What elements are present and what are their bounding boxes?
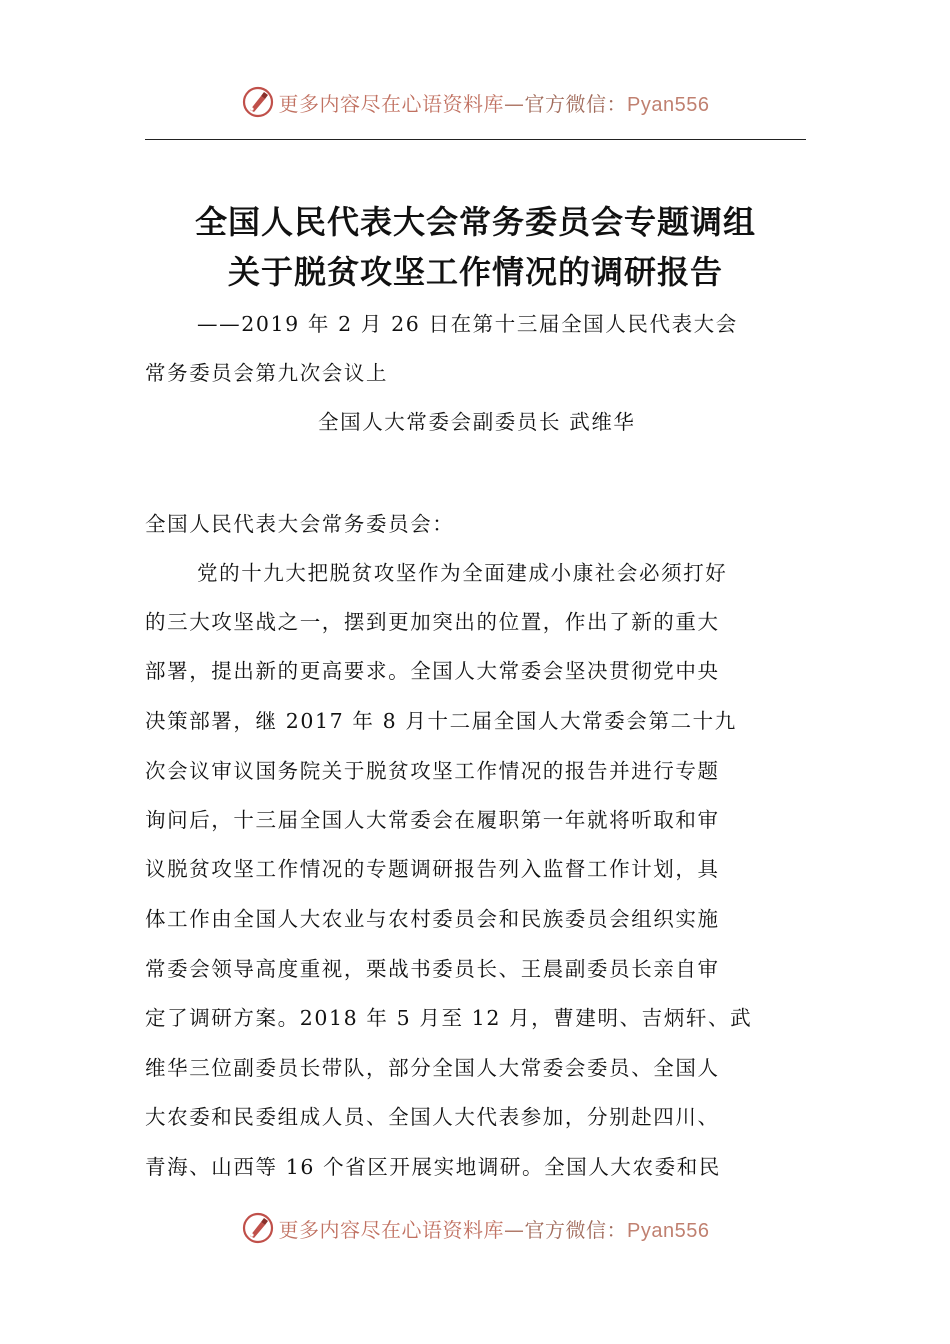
body-line: 部署，提出新的更高要求。全国人大常委会坚决贯彻党中央 xyxy=(145,659,720,683)
document-title-line-1: 全国人民代表大会常务委员会专题调组 xyxy=(194,203,756,241)
author-line: 全国人大常委会副委员长 武维华 xyxy=(318,410,636,434)
subtitle-line-2: 常务委员会第九次会议上 xyxy=(145,361,389,385)
pen-nib-circle-icon xyxy=(241,85,275,119)
body-line: 定了调研方案。2018 年 5 月至 12 月，曹建明、吉炳轩、武 xyxy=(145,1006,753,1030)
salutation: 全国人民代表大会常务委员会： xyxy=(145,512,455,536)
watermark-separator: — xyxy=(504,91,525,116)
watermark-wechat-label: 官方微信： xyxy=(524,91,628,116)
watermark-handle: Pyan556 xyxy=(627,93,710,116)
watermark-wechat-label: 官方微信： xyxy=(524,1217,628,1242)
watermark-main: 更多内容尽在心语资料库 xyxy=(278,91,505,116)
watermark-header xyxy=(0,82,950,122)
watermark-main: 更多内容尽在心语资料库 xyxy=(278,1217,505,1242)
watermark-text xyxy=(279,88,710,117)
header-divider xyxy=(145,139,806,140)
subtitle-line-1: ——2019 年 2 月 26 日在第十三届全国人民代表大会 xyxy=(197,312,738,336)
body-line: 决策部署，继 2017 年 8 月十二届全国人大常委会第二十九 xyxy=(145,709,737,733)
body-line: 常委会领导高度重视，栗战书委员长、王晨副委员长亲自审 xyxy=(145,957,720,981)
body-line: 青海、山西等 16 个省区开展实地调研。全国人大农委和民 xyxy=(145,1155,721,1179)
watermark-handle: Pyan556 xyxy=(627,1219,710,1242)
body-line: 大农委和民委组成人员、全国人大代表参加，分别赴四川、 xyxy=(145,1105,720,1129)
body-line: 次会议审议国务院关于脱贫攻坚工作情况的报告并进行专题 xyxy=(145,759,720,783)
watermark-footer xyxy=(0,1208,950,1248)
body-line: 询问后，十三届全国人大常委会在履职第一年就将听取和审 xyxy=(145,808,720,832)
body-line: 的三大攻坚战之一，摆到更加突出的位置，作出了新的重大 xyxy=(145,610,720,634)
watermark-text xyxy=(279,1214,710,1243)
body-line: 党的十九大把脱贫攻坚作为全面建成小康社会必须打好 xyxy=(197,561,728,585)
watermark-separator: — xyxy=(504,1217,525,1242)
body-line: 维华三位副委员长带队，部分全国人大常委会委员、全国人 xyxy=(145,1056,720,1080)
body-line: 体工作由全国人大农业与农村委员会和民族委员会组织实施 xyxy=(145,907,720,931)
document-title-line-2: 关于脱贫攻坚工作情况的调研报告 xyxy=(227,253,723,291)
body-line: 议脱贫攻坚工作情况的专题调研报告列入监督工作计划，具 xyxy=(145,857,720,881)
pen-nib-circle-icon xyxy=(241,1211,275,1245)
